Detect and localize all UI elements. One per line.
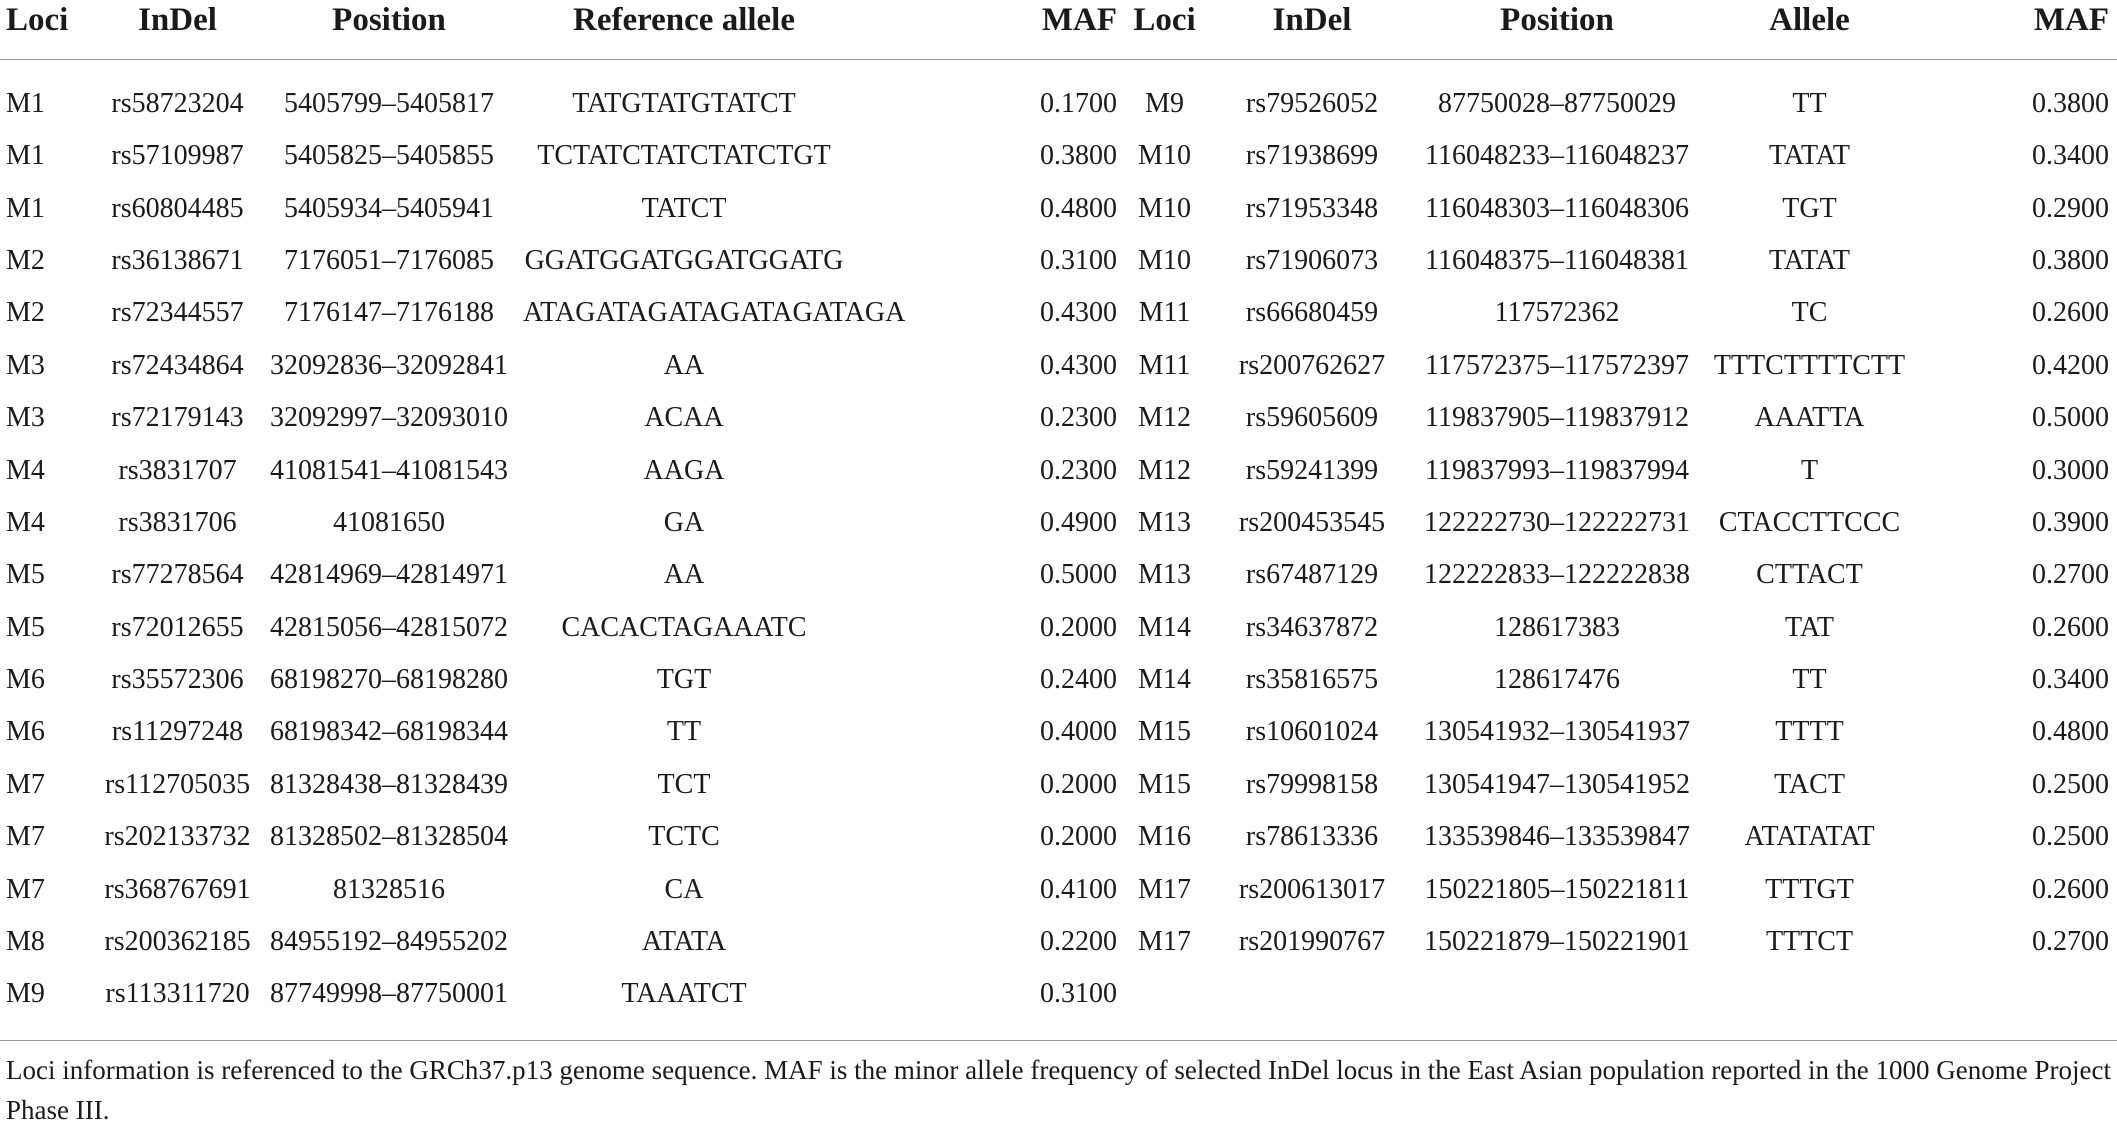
- left-allele-cell: AA: [663, 349, 705, 381]
- left-allele-cell: ATATA: [641, 926, 727, 958]
- right-position-cell: 150221805–150221811: [1424, 873, 1690, 905]
- left-loci-cell: M1: [6, 140, 45, 172]
- left-maf-cell: 0.2000: [1040, 821, 1117, 853]
- left-loci-cell: M7: [6, 768, 45, 800]
- right-maf-cell: 0.3900: [2032, 506, 2109, 538]
- left-loci-cell: M4: [6, 506, 45, 538]
- left-allele-cell: CACACTAGAAATC: [561, 611, 807, 643]
- right-position-cell: 117572362: [1494, 297, 1620, 329]
- left-indel-cell: rs11297248: [111, 716, 244, 748]
- left-position-cell: 42814969–42814971: [270, 559, 508, 591]
- left-allele-cell: AA: [663, 559, 705, 591]
- right-loci-cell: M13: [1138, 506, 1191, 538]
- header-loci: Loci: [0, 0, 100, 60]
- right-loci-cell: M10: [1138, 192, 1191, 224]
- right-indel-cell: rs71938699: [1245, 140, 1379, 172]
- header-reference-allele: Reference allele: [523, 0, 845, 60]
- right-allele-cell: TTTGT: [1765, 873, 1854, 905]
- right-maf-cell: 0.3800: [2032, 244, 2109, 276]
- right-position-cell: 128617476: [1494, 664, 1620, 696]
- right-loci-cell: M9: [1145, 88, 1184, 119]
- right-indel-cell: rs34637872: [1245, 611, 1379, 643]
- left-maf-cell: 0.2300: [1040, 402, 1117, 434]
- right-maf-cell: 0.3800: [2032, 88, 2109, 119]
- table-bottom-rule: [0, 1040, 2117, 1041]
- right-maf-cell: 0.5000: [2032, 402, 2109, 434]
- right-loci-cell: M15: [1138, 716, 1191, 748]
- right-position-cell: 128617383: [1494, 611, 1620, 643]
- right-loci-cell: M10: [1138, 140, 1191, 172]
- left-maf-cell: 0.2200: [1040, 926, 1117, 958]
- right-allele-cell: TT: [1792, 664, 1827, 696]
- right-position-cell: 130541932–130541937: [1424, 716, 1690, 748]
- table-row: [0, 497, 2117, 549]
- left-maf-cell: 0.4300: [1040, 349, 1117, 381]
- left-allele-cell: ACAA: [644, 402, 724, 434]
- left-maf-cell: 0.2300: [1040, 454, 1117, 486]
- table-row: [0, 706, 2117, 758]
- right-position-cell: 117572375–117572397: [1425, 349, 1689, 381]
- left-indel-cell: rs72179143: [111, 402, 244, 434]
- right-maf-cell: 0.3400: [2032, 664, 2109, 696]
- right-loci-cell: M15: [1138, 768, 1191, 800]
- right-indel-cell: rs201990767: [1238, 926, 1386, 958]
- left-position-cell: 5405799–5405817: [284, 88, 494, 119]
- left-allele-cell: TGT: [656, 664, 712, 696]
- right-position-cell: 150221879–150221901: [1424, 926, 1690, 958]
- left-position-cell: 81328438–81328439: [270, 768, 508, 800]
- left-allele-cell: TAAATCT: [621, 978, 747, 1010]
- left-indel-cell: rs60804485: [111, 192, 244, 224]
- left-maf-cell: 0.4900: [1040, 506, 1117, 538]
- right-loci-cell: M12: [1138, 454, 1191, 486]
- right-allele-cell: [1702, 968, 1917, 1020]
- table-row: [0, 235, 2117, 287]
- left-position-cell: 32092836–32092841: [270, 349, 508, 381]
- table-row: [0, 182, 2117, 234]
- right-allele-cell: TT: [1792, 88, 1827, 119]
- header-row: [0, 0, 2117, 60]
- left-indel-cell: rs72434864: [111, 349, 244, 381]
- left-maf-cell: 0.4000: [1040, 716, 1117, 748]
- table-row: [0, 968, 2117, 1020]
- left-maf-cell: 0.1700: [1040, 88, 1117, 119]
- left-maf-cell: 0.3100: [1040, 244, 1117, 276]
- right-maf-cell: 0.4200: [2032, 349, 2109, 381]
- right-position-cell: 116048233–116048237: [1425, 140, 1689, 172]
- table-row: [0, 916, 2117, 968]
- right-indel-cell: rs59605609: [1245, 402, 1379, 434]
- left-position-cell: 41081541–41081543: [270, 454, 508, 486]
- left-indel-cell: rs36138671: [111, 244, 244, 276]
- left-indel-cell: rs3831706: [118, 506, 237, 538]
- left-position-cell: 5405825–5405855: [284, 140, 494, 172]
- right-position-cell: 116048303–116048306: [1425, 192, 1689, 224]
- left-position-cell: 5405934–5405941: [284, 192, 494, 224]
- right-indel-cell: rs71906073: [1245, 244, 1379, 276]
- left-loci-cell: M2: [6, 244, 45, 276]
- left-loci-cell: M7: [6, 873, 45, 905]
- right-maf-cell: 0.3000: [2032, 454, 2109, 486]
- left-allele-cell: TCTC: [648, 821, 720, 853]
- left-loci-cell: M6: [6, 716, 45, 748]
- right-position-cell: 116048375–116048381: [1425, 244, 1689, 276]
- left-indel-cell: rs35572306: [111, 664, 244, 696]
- right-maf-cell: [1917, 968, 2117, 1020]
- table-row: [0, 811, 2117, 863]
- left-maf-cell: 0.4100: [1040, 873, 1117, 905]
- right-position-cell: [1412, 968, 1702, 1020]
- left-allele-cell: ATAGATAGATAGATAGATAGA: [523, 297, 906, 329]
- table-row: [0, 130, 2117, 182]
- left-allele-cell: CA: [664, 873, 704, 905]
- left-loci-cell: M5: [6, 559, 45, 591]
- right-position-cell: 119837905–119837912: [1425, 402, 1689, 434]
- table-row: [0, 654, 2117, 706]
- header-position: Position: [1412, 0, 1702, 60]
- right-position-cell: 87750028–87750029: [1438, 88, 1676, 119]
- right-indel-cell: rs71953348: [1245, 192, 1379, 224]
- left-allele-cell: TATCT: [641, 192, 727, 224]
- left-maf-cell: 0.2400: [1040, 664, 1117, 696]
- right-allele-cell: TATAT: [1768, 244, 1851, 276]
- right-loci-cell: M17: [1138, 873, 1191, 905]
- table-footnote: Loci information is referenced to the GRCh37.p13 genome sequence. MAF is the minor allele frequency of selected InDel locus in the East Asian population reported in the 1000 Genome Project Phase III.: [6, 1055, 2111, 1125]
- left-position-cell: 68198270–68198280: [270, 664, 508, 696]
- right-position-cell: 122222833–122222838: [1424, 559, 1690, 591]
- left-allele-cell: AAGA: [643, 454, 725, 486]
- header-position: Position: [255, 0, 523, 60]
- left-indel-cell: rs368767691: [104, 873, 251, 905]
- right-indel-cell: rs79526052: [1245, 88, 1379, 119]
- right-maf-cell: 0.4800: [2032, 716, 2109, 748]
- left-loci-cell: M9: [6, 978, 45, 1010]
- left-position-cell: 81328502–81328504: [270, 821, 508, 853]
- right-maf-cell: 0.2500: [2032, 821, 2109, 853]
- left-loci-cell: M5: [6, 611, 45, 643]
- left-position-cell: 42815056–42815072: [270, 611, 508, 643]
- right-allele-cell: ATATATAT: [1744, 821, 1875, 853]
- right-indel-cell: rs200613017: [1238, 873, 1386, 905]
- left-position-cell: 7176051–7176085: [284, 244, 494, 276]
- left-loci-cell: M3: [6, 349, 45, 381]
- right-allele-cell: CTACCTTCCC: [1718, 506, 1901, 538]
- table-row: [0, 549, 2117, 601]
- table-body: [0, 60, 2117, 1021]
- right-allele-cell: TAT: [1784, 611, 1835, 643]
- left-loci-cell: M1: [6, 88, 45, 119]
- left-position-cell: 84955192–84955202: [270, 926, 508, 958]
- right-maf-cell: 0.2600: [2032, 611, 2109, 643]
- left-allele-cell: GGATGGATGGATGGATG: [524, 244, 844, 276]
- right-allele-cell: T: [1800, 454, 1819, 486]
- left-loci-cell: M8: [6, 926, 45, 958]
- left-maf-cell: 0.2000: [1040, 768, 1117, 800]
- right-loci-cell: [1117, 968, 1212, 1020]
- right-maf-cell: 0.2600: [2032, 873, 2109, 905]
- right-loci-cell: M11: [1138, 297, 1191, 329]
- header-indel: InDel: [100, 0, 255, 60]
- table-row: [0, 863, 2117, 915]
- table-row: [0, 60, 2117, 131]
- left-position-cell: 32092997–32093010: [270, 402, 508, 434]
- right-indel-cell: rs35816575: [1245, 664, 1379, 696]
- left-loci-cell: M7: [6, 821, 45, 853]
- table-row: [0, 759, 2117, 811]
- left-allele-cell: TCTATCTATCTATCTGT: [537, 140, 831, 172]
- table-row: [0, 392, 2117, 444]
- right-allele-cell: TATAT: [1768, 140, 1851, 172]
- right-loci-cell: M13: [1138, 559, 1191, 591]
- right-indel-cell: rs200453545: [1238, 506, 1386, 538]
- right-loci-cell: M11: [1138, 349, 1191, 381]
- left-maf-cell: 0.4800: [1040, 192, 1117, 224]
- right-position-cell: 133539846–133539847: [1424, 821, 1690, 853]
- table-row: [0, 287, 2117, 339]
- right-position-cell: 119837993–119837994: [1425, 454, 1689, 486]
- header-maf: MAF: [1917, 0, 2117, 60]
- right-indel-cell: rs10601024: [1245, 716, 1379, 748]
- right-allele-cell: TTTT: [1775, 716, 1844, 748]
- left-maf-cell: 0.2000: [1040, 611, 1117, 643]
- right-indel-cell: rs66680459: [1245, 297, 1379, 329]
- right-maf-cell: 0.2700: [2032, 559, 2109, 591]
- header-loci: Loci: [1117, 0, 1212, 60]
- table-row: [0, 602, 2117, 654]
- right-allele-cell: AAATTA: [1754, 402, 1865, 434]
- left-allele-cell: GA: [663, 506, 705, 538]
- right-allele-cell: TTTCT: [1765, 926, 1854, 958]
- left-position-cell: 41081650: [333, 506, 445, 538]
- right-indel-cell: [1212, 968, 1412, 1020]
- right-position-cell: 122222730–122222731: [1424, 506, 1690, 538]
- left-position-cell: 81328516: [333, 873, 445, 905]
- header-indel: InDel: [1212, 0, 1412, 60]
- right-maf-cell: 0.2900: [2032, 192, 2109, 224]
- right-indel-cell: rs67487129: [1245, 559, 1379, 591]
- left-indel-cell: rs202133732: [104, 821, 251, 853]
- left-allele-cell: TATGTATGTATCT: [572, 88, 796, 119]
- left-loci-cell: M2: [6, 297, 45, 329]
- right-maf-cell: 0.3400: [2032, 140, 2109, 172]
- left-allele-cell: TT: [666, 716, 702, 748]
- left-indel-cell: rs72344557: [111, 297, 244, 329]
- left-loci-cell: M4: [6, 454, 45, 486]
- left-indel-cell: rs113311720: [105, 978, 250, 1010]
- right-allele-cell: TTTCTTTTCTT: [1713, 349, 1906, 381]
- right-allele-cell: TACT: [1774, 768, 1845, 800]
- left-indel-cell: rs77278564: [111, 559, 244, 591]
- left-indel-cell: rs58723204: [111, 88, 244, 119]
- right-indel-cell: rs78613336: [1245, 821, 1379, 853]
- left-indel-cell: rs200362185: [104, 926, 251, 958]
- right-loci-cell: M14: [1138, 611, 1191, 643]
- left-indel-cell: rs57109987: [111, 140, 244, 172]
- left-position-cell: 87749998–87750001: [270, 978, 508, 1010]
- left-maf-cell: 0.5000: [1040, 559, 1117, 591]
- header-maf: MAF: [845, 0, 1117, 60]
- right-allele-cell: TGT: [1782, 192, 1837, 224]
- right-maf-cell: 0.2600: [2032, 297, 2109, 329]
- left-loci-cell: M3: [6, 402, 45, 434]
- right-loci-cell: M10: [1138, 244, 1191, 276]
- left-position-cell: 7176147–7176188: [284, 297, 494, 329]
- right-allele-cell: CTTACT: [1756, 559, 1863, 591]
- left-indel-cell: rs3831707: [118, 454, 237, 486]
- right-indel-cell: rs79998158: [1245, 768, 1379, 800]
- header-allele: Allele: [1702, 0, 1917, 60]
- left-maf-cell: 0.3800: [1040, 140, 1117, 172]
- right-loci-cell: M14: [1138, 664, 1191, 696]
- left-indel-cell: rs112705035: [104, 768, 251, 800]
- right-position-cell: 130541947–130541952: [1424, 768, 1690, 800]
- right-loci-cell: M12: [1138, 402, 1191, 434]
- left-allele-cell: TCT: [657, 768, 711, 800]
- right-allele-cell: TC: [1791, 297, 1828, 329]
- left-maf-cell: 0.3100: [1040, 978, 1117, 1010]
- right-maf-cell: 0.2500: [2032, 768, 2109, 800]
- right-loci-cell: M16: [1138, 821, 1191, 853]
- table-row: [0, 340, 2117, 392]
- right-indel-cell: rs59241399: [1245, 454, 1379, 486]
- left-maf-cell: 0.4300: [1040, 297, 1117, 329]
- right-loci-cell: M17: [1138, 926, 1191, 958]
- left-loci-cell: M6: [6, 664, 45, 696]
- right-maf-cell: 0.2700: [2032, 926, 2109, 958]
- left-indel-cell: rs72012655: [111, 611, 244, 643]
- left-position-cell: 68198342–68198344: [270, 716, 508, 748]
- left-loci-cell: M1: [6, 192, 45, 224]
- table-row: [0, 444, 2117, 496]
- right-indel-cell: rs200762627: [1238, 349, 1386, 381]
